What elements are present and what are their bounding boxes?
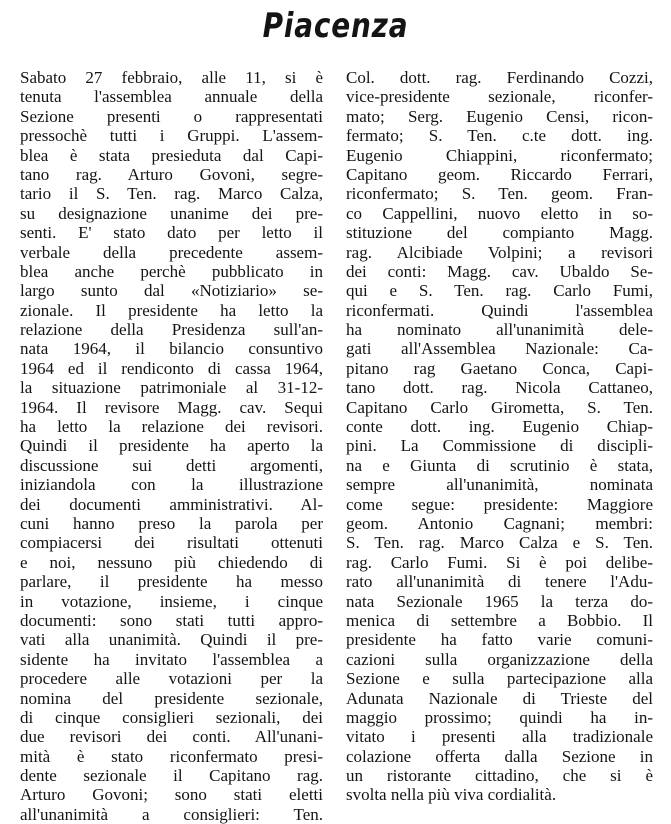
article-line: gati all'Assemblea Nazionale: Ca- — [346, 339, 653, 359]
article-line: cazioni sulla organizzazione della — [346, 649, 653, 669]
article-line: Eugenio Chiappini, riconfermato; — [346, 145, 653, 165]
article-line: Arturo Govoni; sono stati eletti — [20, 785, 323, 805]
article-line: cuni hanno preso la parola per — [20, 513, 323, 533]
article-line: discussione sui detti argomenti, — [20, 455, 323, 475]
article-line: dei documenti amministrativi. Al- — [20, 494, 323, 514]
article-line: di cinque consiglieri sezionali, dei — [20, 707, 323, 727]
article-line: Capitano geom. Riccardo Ferrari, — [346, 164, 653, 184]
article-line: nata Sezionale 1965 la terza do- — [346, 591, 653, 611]
article-line: dei conti: Magg. cav. Ubaldo Se- — [346, 261, 653, 281]
article-line: blea anche perchè pubblicato in — [20, 261, 323, 281]
article-line: su designazione unanime dei pre- — [20, 203, 323, 223]
article-line: mità è stato riconfermato presi- — [20, 746, 323, 766]
article-line: colazione offerta dalla Sezione in — [346, 746, 653, 766]
article-line: maggio prossimo; quindi ha in- — [346, 707, 653, 727]
article-line: svolta nella più viva cordialità. — [346, 785, 557, 805]
article-line: tano dott. rag. Nicola Cattaneo, — [346, 378, 653, 398]
article-line: pini. La Commissione di discipli- — [346, 436, 653, 456]
article-line: conte dott. ing. Eugenio Chiap- — [346, 417, 653, 437]
article-line: riconfermato; S. Ten. geom. Fran- — [346, 184, 653, 204]
article-line: un ristorante cittadino, che si è — [346, 766, 653, 786]
article-line: documenti: sono stati tutti appro- — [20, 610, 323, 630]
article-line: 1964. Il revisore Magg. cav. Sequi — [20, 397, 323, 417]
article-line: sempre all'unanimità, nominata — [346, 475, 653, 495]
article-line: in votazione, insieme, i cinque — [20, 591, 323, 611]
article-line: rag. Carlo Fumi. Si è poi delibe- — [346, 552, 653, 572]
article-line: iniziandola con la illustrazione — [20, 475, 323, 495]
article-line: S. Ten. rag. Marco Calza e S. Ten. — [346, 533, 653, 553]
article-line: all'unanimità a consiglieri: Ten. — [20, 804, 323, 824]
article-line: Quindi il presidente ha aperto la — [20, 436, 323, 456]
article-line: qui e S. Ten. rag. Carlo Fumi, — [346, 281, 653, 301]
article-line: co Cappellini, nuovo eletto in so- — [346, 203, 653, 223]
article-line: e noi, nessuno più chiedendo di — [20, 552, 323, 572]
article-line: Sezione e sulla partecipazione alla — [346, 669, 653, 689]
article-line: tenuta l'assemblea annuale della — [20, 87, 323, 107]
article-line: Adunata Nazionale di Trieste del — [346, 688, 653, 708]
article-line: procedere alle votazioni per la — [20, 669, 323, 689]
article-line: zionale. Il presidente ha letto la — [20, 300, 323, 320]
article-line: Sabato 27 febbraio, alle 11, si è — [20, 68, 323, 87]
article-line: Sezione presenti o rappresentati — [20, 106, 323, 126]
article-line: pitano rag Gaetano Conca, Capi- — [346, 358, 653, 378]
article-line: tario il S. Ten. rag. Marco Calza, — [20, 184, 323, 204]
article-line: 1964 ed il rendiconto di cassa 1964, — [20, 358, 323, 378]
article-line: vice-presidente sezionale, riconfer- — [346, 87, 653, 107]
article-line: vitato i presenti alla tradizionale — [346, 727, 653, 747]
article-line: nata 1964, il bilancio consuntivo — [20, 339, 323, 359]
article-line: Capitano Carlo Girometta, S. Ten. — [346, 397, 653, 417]
article-line: nomina del presidente sezionale, — [20, 688, 323, 708]
article-line: largo sunto dal «Notiziario» se- — [20, 281, 323, 301]
article-line: na e Giunta di scrutinio è stata, — [346, 455, 653, 475]
article-line: parlare, il presidente ha messo — [20, 572, 323, 592]
article-line: geom. Antonio Cagnani; membri: — [346, 513, 653, 533]
article-line: riconfermati. Quindi l'assemblea — [346, 300, 653, 320]
article-line: tano rag. Arturo Govoni, segre- — [20, 164, 323, 184]
article-line: Col. dott. rag. Ferdinando Cozzi, — [346, 68, 653, 87]
article-line: la situazione patrimoniale al 31-12- — [20, 378, 323, 398]
article-line: menica di settembre a Bobbio. Il — [346, 610, 653, 630]
article-line: sidente ha invitato l'assemblea a — [20, 649, 323, 669]
article-line: rato all'unanimità di tenere l'Adu- — [346, 572, 653, 592]
article-line: due revisori dei conti. All'unani- — [20, 727, 323, 747]
article-line: blea è stata presieduta dal Capi- — [20, 145, 323, 165]
article-line: vati alla unanimità. Quindi il pre- — [20, 630, 323, 650]
article-column-right — [346, 68, 653, 805]
article-line: relazione della Presidenza sull'an- — [20, 320, 323, 340]
article-line: senti. E' stato dato per letto il — [20, 223, 323, 243]
article-line: dente sezionale il Capitano rag. — [20, 766, 323, 786]
article-column-left — [20, 68, 323, 824]
article-line: rag. Alcibiade Volpini; a revisori — [346, 242, 653, 262]
article-line: pressochè tutti i Gruppi. L'assem- — [20, 126, 323, 146]
article-line: mato; Serg. Eugenio Censi, ricon- — [346, 106, 653, 126]
article-line: verbale della precedente assem- — [20, 242, 323, 262]
article-line: ha letto la relazione dei revisori. — [20, 417, 323, 437]
article-line: stituzione del compianto Magg. — [346, 223, 653, 243]
article-line: ha nominato all'unanimità dele- — [346, 320, 653, 340]
article-line: presidente ha fatto varie comuni- — [346, 630, 653, 650]
article-line: come segue: presidente: Maggiore — [346, 494, 653, 514]
article-title: Piacenza — [262, 6, 409, 46]
article-line: compiacersi dei risultati ottenuti — [20, 533, 323, 553]
article-line: fermato; S. Ten. c.te dott. ing. — [346, 126, 653, 146]
